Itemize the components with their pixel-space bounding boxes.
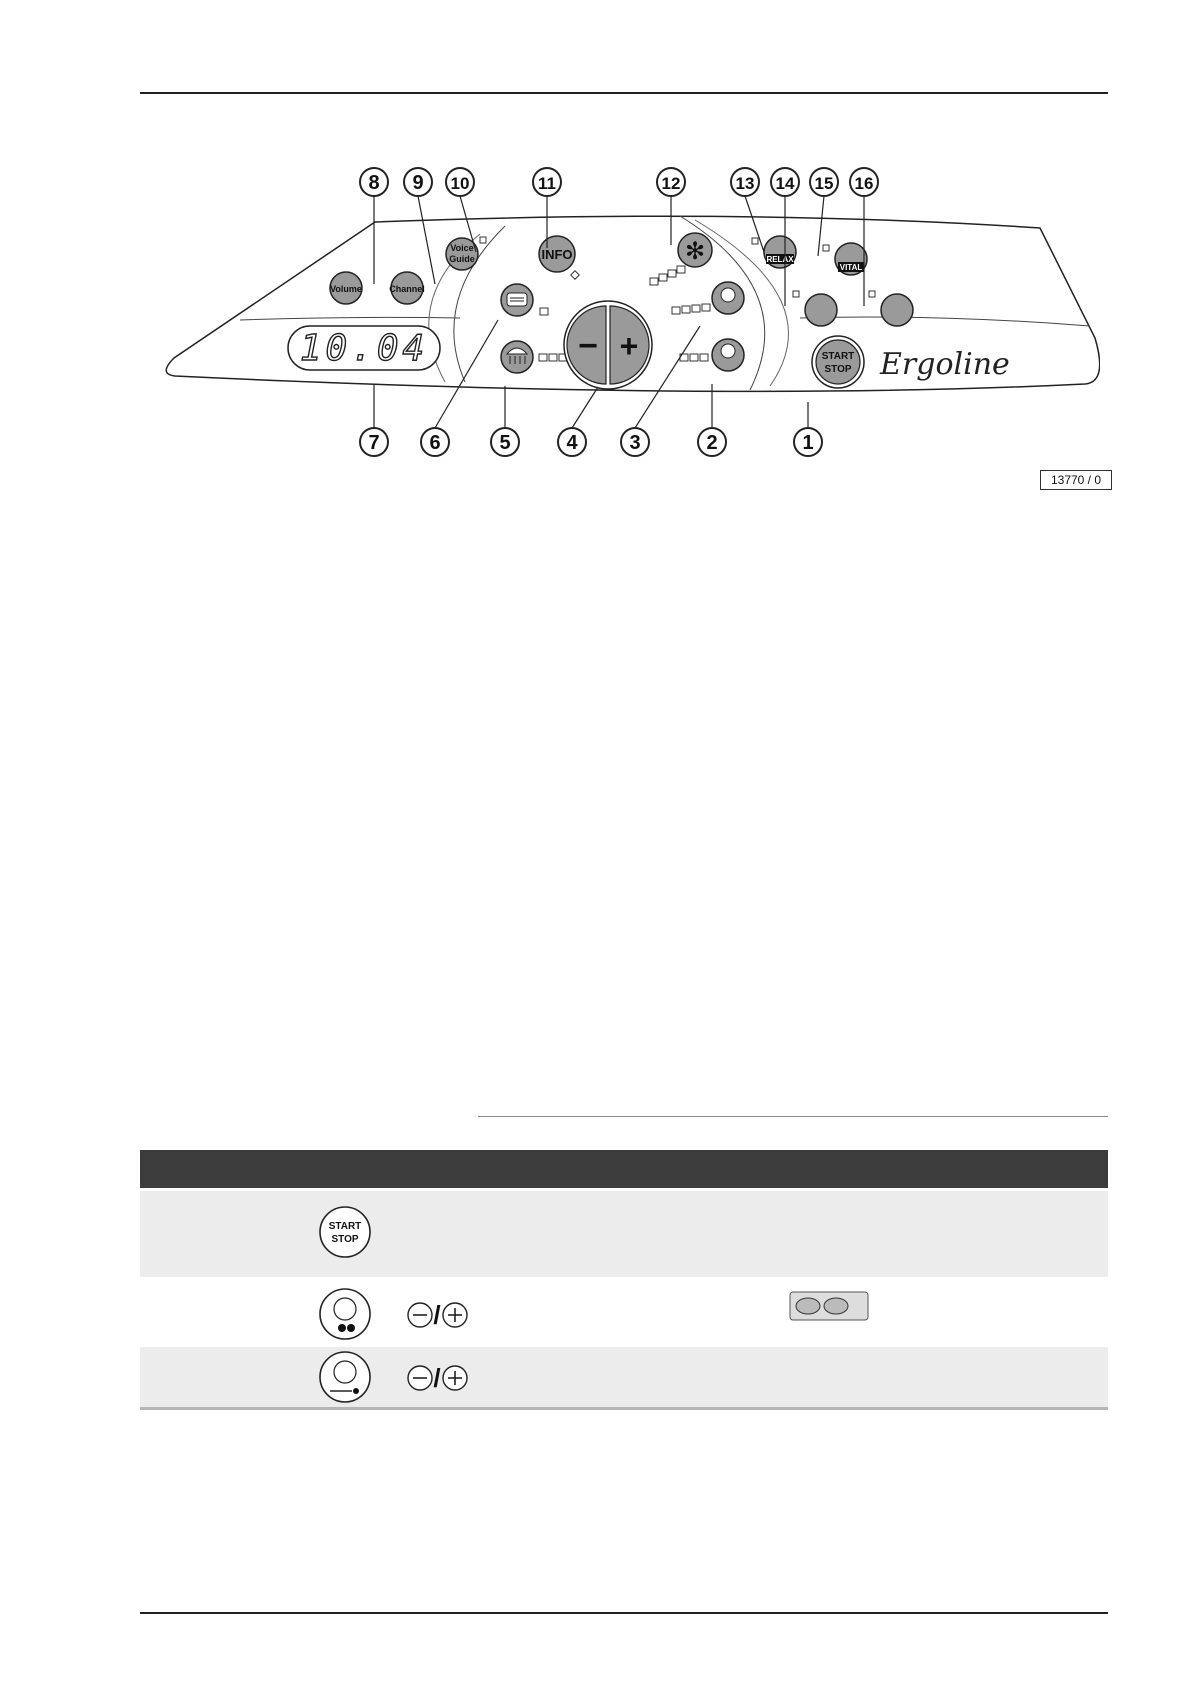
- info-label: INFO: [541, 247, 573, 262]
- level-led: [659, 274, 667, 281]
- start-stop-icon-label: STOP: [331, 1234, 359, 1245]
- callout-number: 14: [775, 174, 795, 193]
- table-row: [140, 1188, 1108, 1277]
- table-row: [140, 1344, 1108, 1410]
- callout-number: 5: [499, 432, 511, 454]
- face-fan-icon: [721, 288, 735, 302]
- callout-number: 8: [368, 172, 380, 194]
- callout-number: 6: [429, 432, 441, 454]
- fan-blade-icon: [334, 1298, 356, 1320]
- vital-label: VITAL: [839, 263, 863, 272]
- table-header: [140, 1150, 1108, 1188]
- control-panel-diagram: [160, 150, 1100, 510]
- adjust-separator: /: [433, 1363, 441, 1393]
- aqua-body-button[interactable]: [881, 294, 913, 326]
- callout-number: 2: [706, 432, 718, 454]
- snowflake-icon: ✻: [684, 237, 706, 265]
- section-rule: [478, 1116, 1108, 1117]
- level-led: [692, 305, 700, 312]
- drawing-number: 13770 / 0: [1040, 470, 1112, 490]
- table-row: [140, 1277, 1108, 1344]
- indicator-led: [752, 238, 758, 244]
- brand-logo: Ergoline: [880, 347, 1010, 382]
- callout-number: 7: [368, 432, 380, 454]
- indicator-led: [823, 245, 829, 251]
- start-stop-icon-label: START: [328, 1221, 362, 1232]
- body-tanner-button[interactable]: [501, 341, 533, 373]
- level-led: [668, 270, 676, 277]
- channel-label: Channel: [389, 284, 425, 294]
- face-tanner-icon: [507, 293, 527, 306]
- start-stop-button[interactable]: [816, 340, 860, 384]
- start-stop-label: STOP: [824, 364, 852, 375]
- volume-label: Volume: [330, 284, 362, 294]
- adjust-separator: /: [433, 1300, 441, 1330]
- level-led: [672, 307, 680, 314]
- callout-number: 11: [538, 174, 556, 193]
- level-led: [549, 354, 557, 361]
- symbol-table: [140, 1150, 1108, 1410]
- callout-number: 1: [802, 432, 814, 454]
- voice-guide-label: Guide: [449, 254, 475, 264]
- relax-label: RELAX: [766, 255, 794, 264]
- indicator-led: [793, 291, 799, 297]
- callout-number: 13: [735, 174, 755, 193]
- minus-label: −: [578, 327, 598, 365]
- callout-number: 12: [661, 174, 681, 193]
- plus-label: +: [619, 328, 639, 364]
- start-stop-label: START: [821, 351, 855, 362]
- level-led: [539, 354, 547, 361]
- callout-number: 15: [814, 174, 834, 193]
- level-led: [702, 304, 710, 311]
- level-led: [690, 354, 698, 361]
- fan-blade-icon: [334, 1361, 356, 1383]
- level-led: [650, 278, 658, 285]
- face-dot-icon: [353, 1388, 359, 1394]
- body-dot-icon: [338, 1324, 346, 1332]
- time-display-value: 10.04: [299, 328, 429, 369]
- callout-number: 4: [566, 432, 578, 454]
- voice-guide-label: Voice: [450, 243, 474, 253]
- level-led: [677, 266, 685, 273]
- callout-number: 3: [629, 432, 641, 454]
- indicator-led: [869, 291, 875, 297]
- aqua-face-button[interactable]: [805, 294, 837, 326]
- top-rule: [140, 92, 1108, 94]
- start-stop-icon: [320, 1207, 370, 1257]
- level-led: [700, 354, 708, 361]
- callout-number: 9: [412, 172, 424, 194]
- body-dot-icon: [347, 1324, 355, 1332]
- callout-number: 16: [854, 174, 874, 193]
- level-led: [540, 308, 548, 315]
- body-fan-icon: [721, 344, 735, 358]
- callout-number: 10: [450, 174, 470, 193]
- level-led: [682, 306, 690, 313]
- callout-leader: [572, 387, 598, 428]
- bottom-rule: [140, 1612, 1108, 1614]
- indicator-led: [480, 237, 486, 243]
